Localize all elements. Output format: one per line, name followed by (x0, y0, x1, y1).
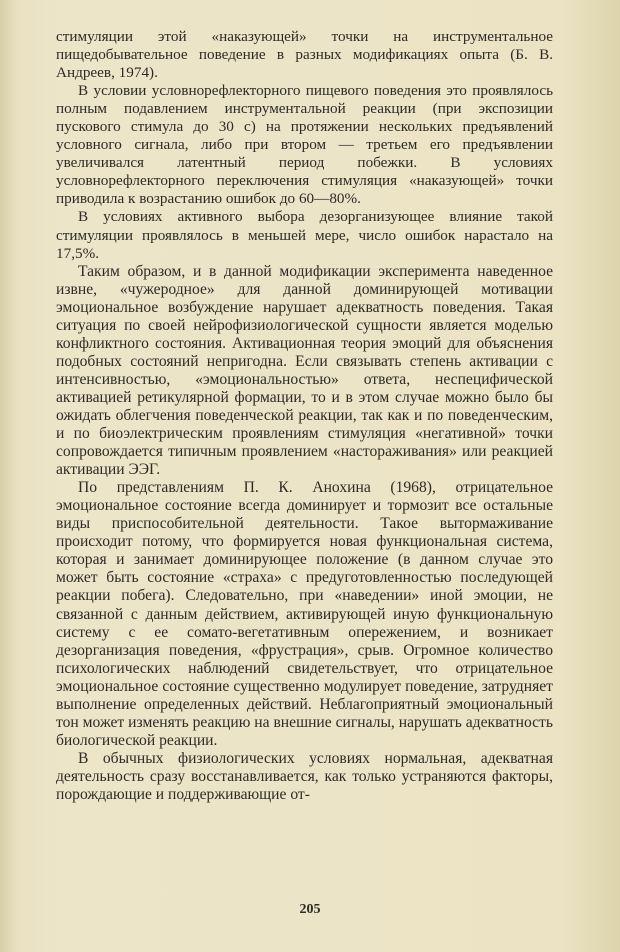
body-text (56, 28, 553, 804)
small-print-section (56, 28, 553, 263)
paragraph-6: В обычных физиологических условиях нормальная, адекватная деятельность сразу восстанавливается, как только устраняются факторы, порождающие и поддерживающие от- (56, 749, 553, 803)
paragraph-1: стимуляции этой «наказующей» точки на инструментальное пищедобывательное поведение в разных модификациях опыта (Б. В. Андреев, 1974). (56, 28, 553, 82)
paragraph-3: В условиях активного выбора дезорганизующее влияние такой стимуляции проявлялось в меньшей мере, число ошибок нарастало на 17,5%. (56, 208, 553, 262)
paragraph-2: В условии условнорефлекторного пищевого поведения это проявлялось полным подавлением инструментальной реакции (при экспозиции пускового стимула до 30 с) на протяжении нескольких предъявлений условного сигнала, либо при втором — третьем его предъявлении увеличивался латентный период побежки. В условиях условнорефлекторного переключения стимуляция «наказующей» точки приводила к возрастанию ошибок до 60—80%. (56, 82, 553, 208)
paragraph-4: Таким образом, и в данной модификации эксперимента наведенное извне, «чужеродное» для данной доминирующей мотивации эмоциональное возбуждение нарушает адекватность поведения. Такая ситуация по своей нейрофизиологической сущности является моделью конфликтного состояния. Активационная теория эмоций для объяснения подобных состояний непригодна. Если связывать степень активации с интенсивностью, «эмоциональностью» ответа, неспецифической активацией ретикулярной формации, то и в этом случае можно было бы ожидать облегчения поведенческой реакции, так как и по поведенческим, и по биоэлектрическим проявлениям стимуляция «негативной» точки сопровождается типичным проявлением «настораживания» или реакцией активации ЭЭГ. (56, 262, 553, 479)
paragraph-5: По представлениям П. К. Анохина (1968), отрицательное эмоциональное состояние всегда доминирует и тормозит все остальные виды приспособительной деятельности. Такое вытормаживание происходит потому, что формируется новая функциональная система, которая и занимает доминирующее положение (в данном случае это может быть состояние «страха» с предуготовленностью последующей реакции побега). Следовательно, при «наведении» иной эмоции, не связанной с данным действием, активирующей иную функциональную систему с ее сомато-вегетативным опережением, и возникает дезорганизация поведения, «фрустрация», срыв. Огромное количество психологических наблюдений свидетельствует, что отрицательное эмоциональное состояние существенно модулирует поведение, затрудняет выполнение определенных действий. Неблагоприятный эмоциональный тон может изменять реакцию на внешние сигналы, нарушать адекватность биологической реакции. (56, 479, 553, 749)
page-number: 205 (299, 902, 321, 917)
